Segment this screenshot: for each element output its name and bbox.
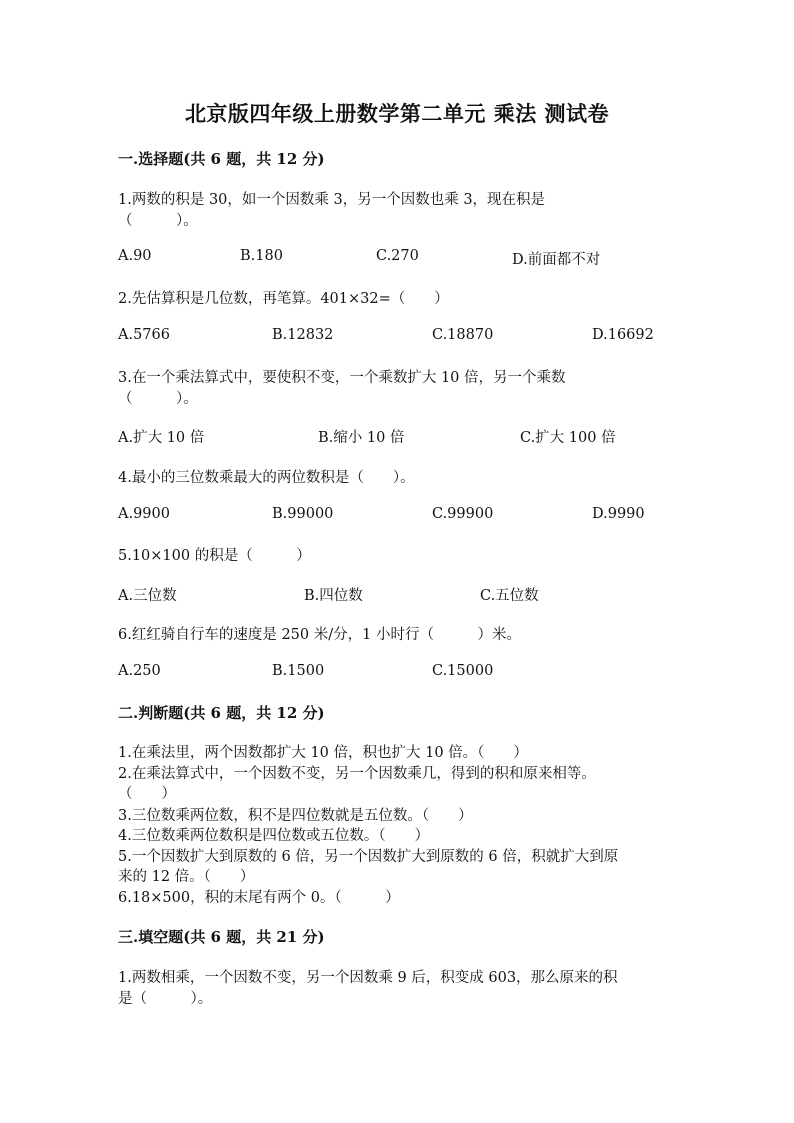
question-text: 5.10×100 的积是（ ） (118, 548, 311, 564)
question-text: 1.两数的积是 30，如一个因数乘 3，另一个因数也乘 3，现在积是 (118, 192, 546, 208)
judge-item: 4.三位数乘两位数积是四位数或五位数。（ ） (118, 828, 430, 844)
option-a: A.250 (118, 663, 161, 679)
judge-item: 1.在乘法里，两个因数都扩大 10 倍，积也扩大 10 倍。（ ） (118, 745, 528, 761)
answer-blank: （ ）。 (118, 213, 198, 229)
question-text: 4.最小的三位数乘最大的两位数积是（ ）。 (118, 470, 415, 486)
page-title: 北京版四年级上册数学第二单元 乘法 测试卷 (184, 101, 610, 126)
option-b: B.99000 (272, 506, 334, 522)
answer-blank: （ ）。 (118, 391, 198, 407)
option-c: C.五位数 (480, 588, 539, 604)
option-c: C.15000 (432, 663, 494, 679)
answer-blank: 是（ ）。 (118, 991, 213, 1007)
question-text: 2.先估算积是几位数，再笔算。401×32=（ ） (118, 291, 449, 307)
option-c: C.扩大 100 倍 (520, 430, 616, 446)
option-b: B.1500 (272, 663, 325, 679)
option-a: A.5766 (118, 327, 170, 343)
option-a: A.9900 (118, 506, 170, 522)
question-text: 6.红红骑自行车的速度是 250 米/分，1 小时行（ ）米。 (118, 627, 521, 643)
section-heading-judge: 二.判断题(共 6 题，共 12 分) (118, 704, 325, 722)
option-d: D.16692 (592, 327, 654, 343)
judge-item: 5.一个因数扩大到原数的 6 倍，另一个因数扩大到原数的 6 倍，积就扩大到原 (118, 849, 619, 865)
section-heading-fill: 三.填空题(共 6 题，共 21 分) (118, 928, 325, 946)
judge-item-continuation: （ ） (118, 786, 176, 802)
option-d: D.9990 (592, 506, 645, 522)
option-a: A.三位数 (118, 588, 177, 604)
option-c: C.270 (376, 248, 419, 264)
judge-item: 3.三位数乘两位数，积不是四位数就是五位数。（ ） (118, 808, 473, 824)
option-a: A.扩大 10 倍 (118, 430, 205, 446)
option-c: C.18870 (432, 327, 494, 343)
judge-item-continuation: 来的 12 倍。（ ） (118, 869, 255, 885)
question-text: 1.两数相乘，一个因数不变，另一个因数乘 9 后，积变成 603，那么原来的积 (118, 970, 618, 986)
section-heading-choice: 一.选择题(共 6 题，共 12 分) (118, 150, 325, 168)
question-text: 3.在一个乘法算式中，要使积不变，一个乘数扩大 10 倍，另一个乘数 (118, 370, 566, 386)
option-b: B.四位数 (304, 588, 363, 604)
option-c: C.99900 (432, 506, 494, 522)
judge-item: 2.在乘法算式中，一个因数不变，另一个因数乘几，得到的积和原来相等。 (118, 766, 596, 782)
option-b: B.180 (240, 248, 283, 264)
judge-item: 6.18×500，积的末尾有两个 0。（ ） (118, 890, 400, 906)
option-a: A.90 (118, 248, 152, 264)
option-d: D.前面都不对 (512, 252, 601, 268)
option-b: B.缩小 10 倍 (318, 430, 405, 446)
option-b: B.12832 (272, 327, 334, 343)
